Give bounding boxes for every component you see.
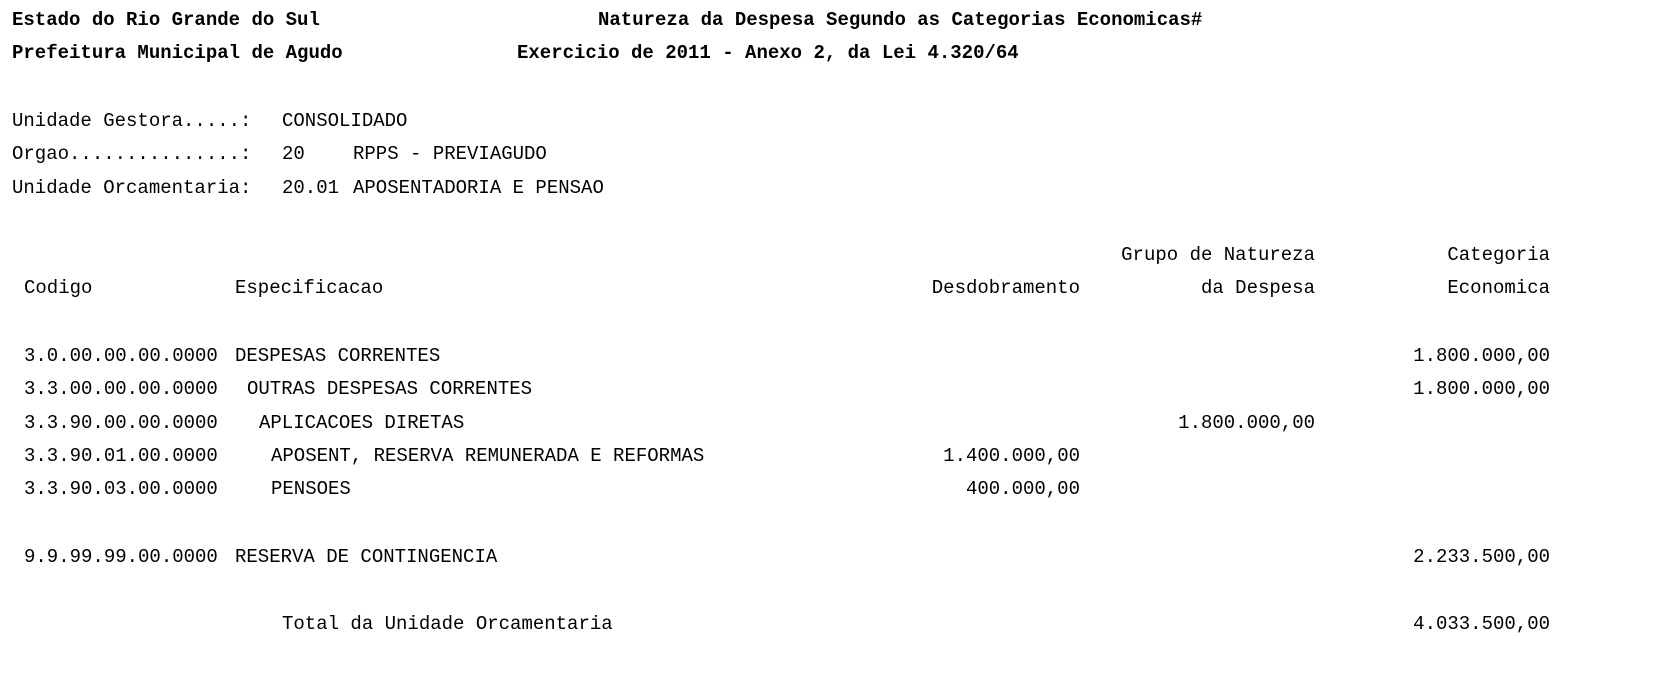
report-subtitle: Exercicio de 2011 - Anexo 2, da Lei 4.320/64 (517, 42, 1019, 64)
row-code: 9.9.99.99.00.0000 (24, 546, 218, 568)
report-title: Natureza da Despesa Segundo as Categorias Economicas# (598, 9, 1203, 31)
row-code: 3.3.90.01.00.0000 (24, 445, 218, 467)
state-name: Estado do Rio Grande do Sul (12, 9, 320, 31)
unidade-orcamentaria-name: APOSENTADORIA E PENSAO (353, 177, 604, 199)
row-spec: RESERVA DE CONTINGENCIA (235, 546, 498, 568)
row-spec: APOSENT, RESERVA REMUNERADA E REFORMAS (271, 445, 705, 467)
row-code: 3.3.00.00.00.0000 (24, 378, 218, 400)
col-header-codigo: Codigo (24, 277, 93, 299)
col-header-categoria-line2: Economica (1447, 277, 1550, 299)
col-header-especificacao: Especificacao (235, 277, 384, 299)
col-header-grupo-line2: da Despesa (1200, 277, 1315, 299)
row-code: 3.0.00.00.00.0000 (24, 345, 218, 367)
orgao-name: RPPS - PREVIAGUDO (353, 143, 547, 165)
orgao-label: Orgao...............: (12, 143, 252, 165)
municipality-name: Prefeitura Municipal de Agudo (12, 42, 343, 64)
row-code: 3.3.90.03.00.0000 (24, 478, 218, 500)
row-code: 3.3.90.00.00.0000 (24, 412, 218, 434)
row-categoria: 1.800.000,00 (1413, 378, 1550, 400)
row-categoria: 1.800.000,00 (1413, 345, 1550, 367)
row-spec: PENSOES (271, 478, 351, 500)
row-spec: APLICACOES DIRETAS (259, 412, 465, 434)
total-value: 4.033.500,00 (1413, 613, 1550, 635)
row-desdobramento: 1.400.000,00 (943, 445, 1080, 467)
orgao-code: 20 (282, 143, 305, 165)
unidade-gestora-label: Unidade Gestora.....: (12, 110, 252, 132)
row-categoria: 2.233.500,00 (1413, 546, 1550, 568)
row-spec: OUTRAS DESPESAS CORRENTES (247, 378, 533, 400)
unidade-orcamentaria-code: 20.01 (282, 177, 340, 199)
total-label: Total da Unidade Orcamentaria (282, 613, 613, 635)
col-header-categoria-line1: Categoria (1447, 244, 1550, 266)
row-spec: DESPESAS CORRENTES (235, 345, 441, 367)
row-desdobramento: 400.000,00 (965, 478, 1080, 500)
col-header-desdobramento: Desdobramento (931, 277, 1080, 299)
unidade-orcamentaria-label: Unidade Orcamentaria: (12, 177, 252, 199)
unidade-gestora-value: CONSOLIDADO (282, 110, 408, 132)
col-header-grupo-line1: Grupo de Natureza (1121, 244, 1315, 266)
row-grupo: 1.800.000,00 (1178, 412, 1315, 434)
